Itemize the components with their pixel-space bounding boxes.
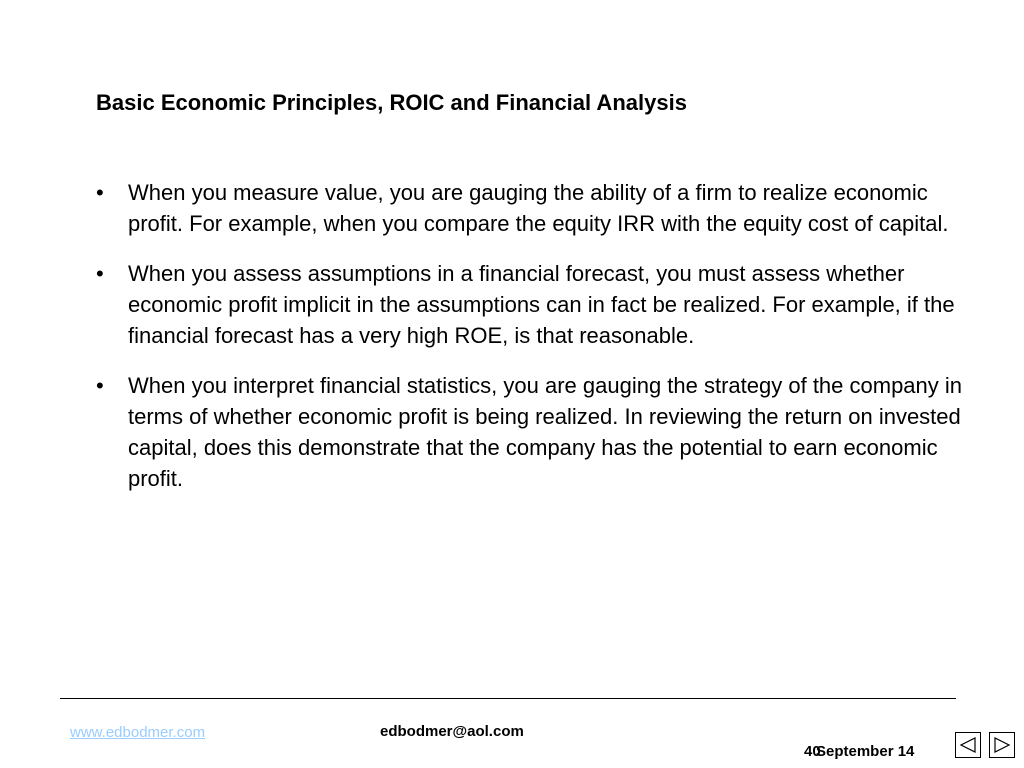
- website-link[interactable]: www.edbodmer.com: [70, 724, 206, 741]
- bullet-marker: •: [96, 373, 104, 398]
- page-number: 40: [804, 743, 821, 760]
- slide-title: Basic Economic Principles, ROIC and Financial Analysis: [96, 90, 687, 115]
- next-slide-button[interactable]: [989, 732, 1015, 758]
- bullet-item: [96, 258, 976, 351]
- bullet-marker: •: [96, 180, 104, 205]
- bullet-text: When you assess assumptions in a financial forecast, you must assess whether economic profit implicit in the assumptions can in fact be realized. For example, if the financial forecast has a very high ROE, is that reasonable.: [128, 261, 955, 348]
- triangle-left-icon: [956, 733, 980, 757]
- bullet-text: When you interpret financial statistics, you are gauging the strategy of the company in terms of whether economic profit is being realized. In reviewing the return on invested capital, does this demonstrate that the company has the potential to earn economic profit.: [128, 373, 963, 491]
- bullet-marker: •: [96, 261, 104, 286]
- triangle-right-icon: [990, 733, 1014, 757]
- bullet-list: [96, 177, 976, 513]
- bullet-item: [96, 370, 976, 494]
- bullet-item: [96, 177, 976, 239]
- footer-divider: [60, 698, 956, 699]
- footer-email: edbodmer@aol.com: [380, 723, 524, 740]
- footer-date: September 14: [816, 743, 915, 760]
- bullet-text: When you measure value, you are gauging the ability of a firm to realize economic profit. For example, when you compare the equity IRR with the equity cost of capital.: [128, 180, 949, 236]
- previous-slide-button[interactable]: [955, 732, 981, 758]
